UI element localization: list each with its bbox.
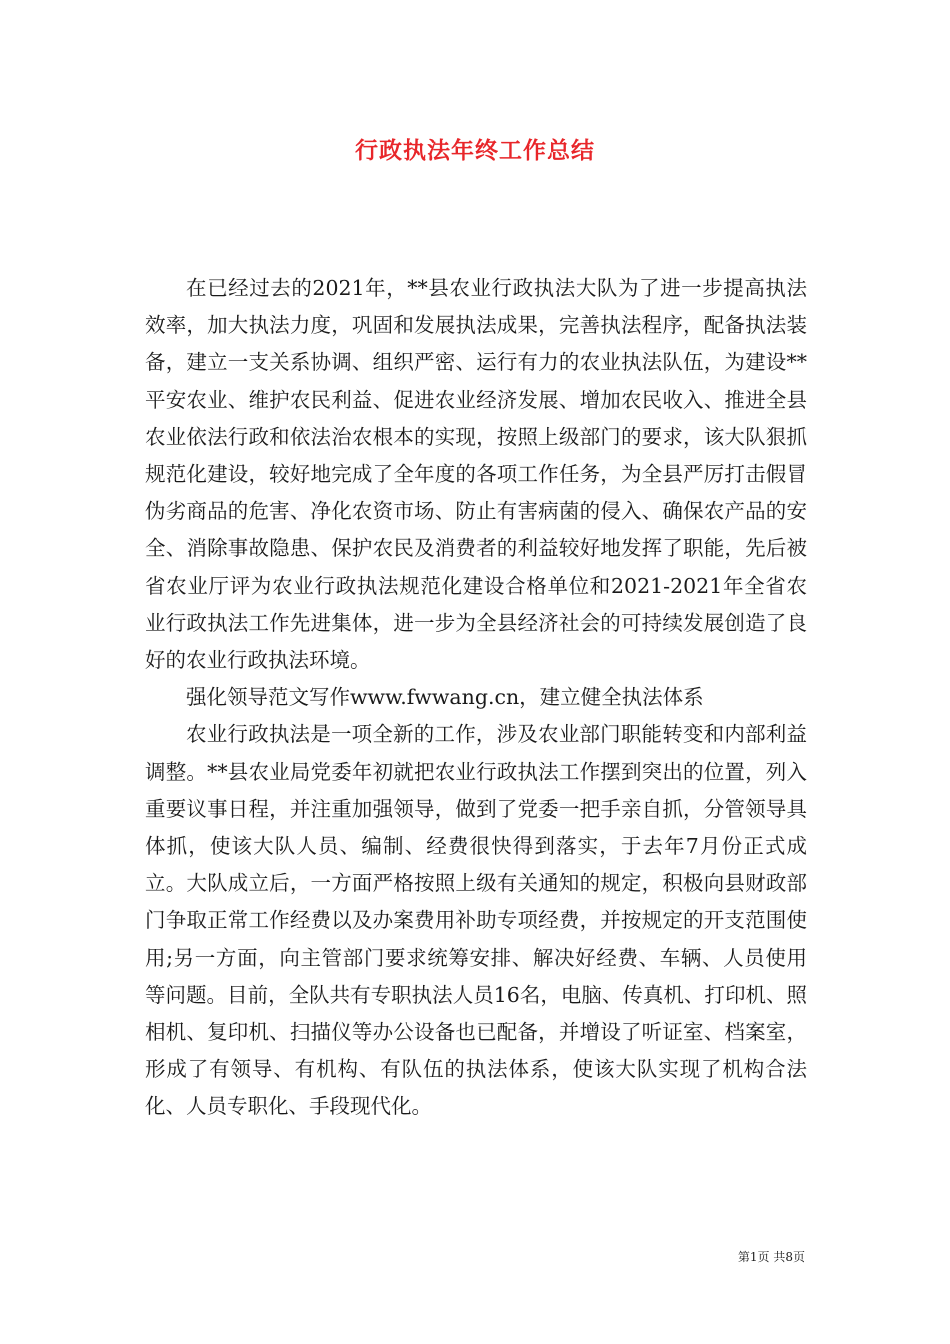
paragraph-section-heading: 强化领导范文写作www.fwwang.cn，建立健全执法体系 xyxy=(186,685,704,710)
paragraph-intro: 在已经过去的2021年，**县农业行政执法大队为了进一步提高执法效率，加大执法力度，巩固和发展执法成果，完善执法程序，配备执法装备，建立一支关系协调、组织严密、运行有力的农业执法队伍，为建设**平安农业、维护农民利益、促进农业经济发展、增加农民收入、推进全县农业依法行政和依法治农根本的实现，按照上级部门的要求，该大队狠抓规范化建设，较好地完成了全年度的各项工作任务，为全县严厉打击假冒伪劣商品的危害、净化农资市场、防止有害病菌的侵入、确保农产品的安全、消除事故隐患、保护农民及消费者的利益较好地发挥了职能，先后被省农业厅评为农业行政执法规范化建设合格单位和2021-2021年全省农业行政执法工作先进集体，进一步为全县经济社会的可持续发展创造了良好的农业行政执法环境。 xyxy=(145,276,807,673)
document-body xyxy=(145,270,807,1126)
paragraph-leadership: 农业行政执法是一项全新的工作，涉及农业部门职能转变和内部利益调整。**县农业局党委年初就把农业行政执法工作摆到突出的位置，列入重要议事日程，并注重加强领导，做到了党委一把手亲自抓，分管领导具体抓，使该大队人员、编制、经费很快得到落实，于去年7月份正式成立。大队成立后，一方面严格按照上级有关通知的规定，积极向县财政部门争取正常工作经费以及办案费用补助专项经费，并按规定的开支范围使用;另一方面，向主管部门要求统筹安排、解决好经费、车辆、人员使用等问题。目前，全队共有专职执法人员16名，电脑、传真机、打印机、照相机、复印机、扫描仪等办公设备也已配备，并增设了听证室、档案室，形成了有领导、有机构、有队伍的执法体系，使该大队实现了机构合法化、人员专职化、手段现代化。 xyxy=(145,722,807,1119)
document-title: 行政执法年终工作总结 xyxy=(355,137,595,164)
page-number: 第1页 共8页 xyxy=(737,1250,805,1264)
